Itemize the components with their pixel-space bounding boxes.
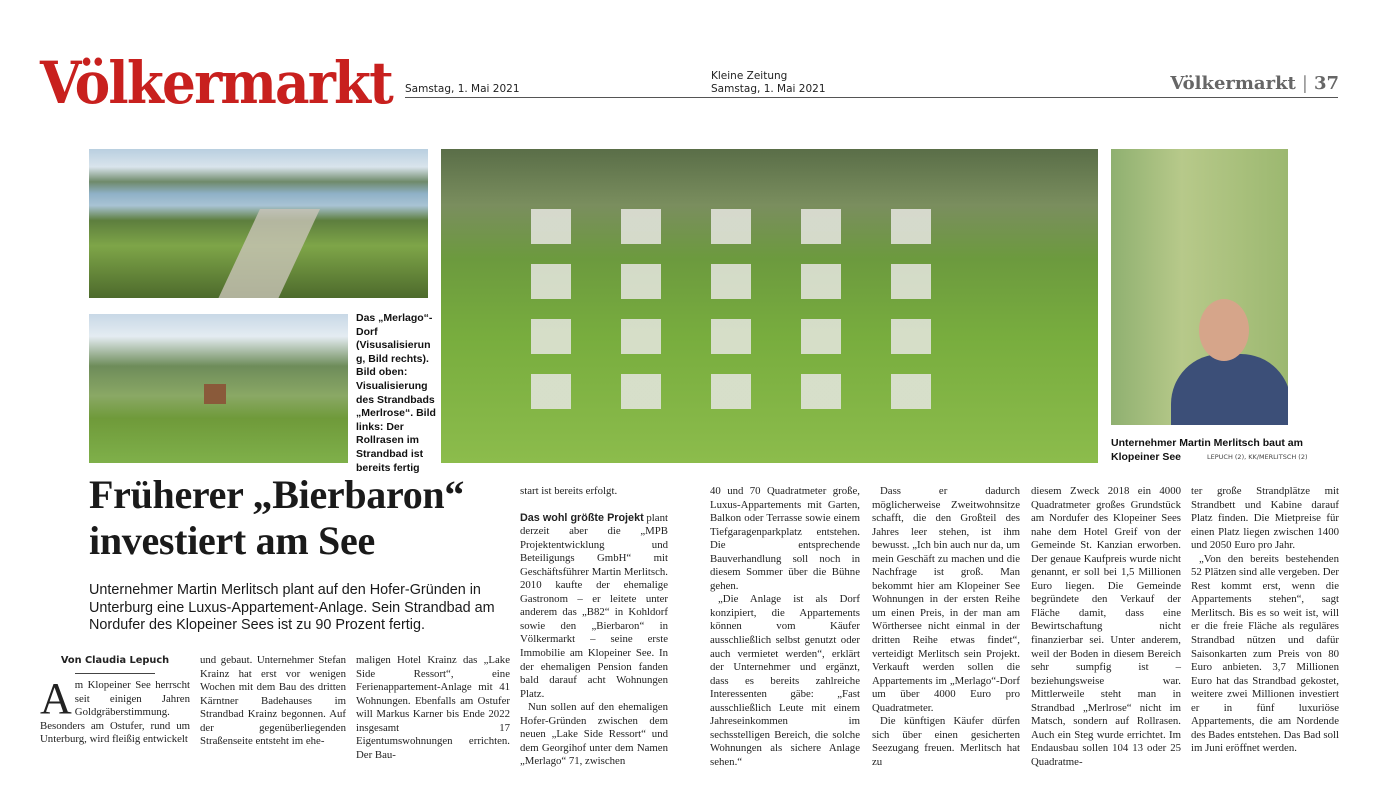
masthead: Völkermarkt — [40, 49, 392, 117]
photo-caption-right: Unternehmer Martin Merlitsch baut am Klopeiner See — [1111, 437, 1303, 463]
separator: | — [1301, 73, 1308, 94]
byline-rule — [75, 673, 155, 674]
column-3 — [356, 654, 510, 762]
column-text: Nun sollen auf den ehemaligen Hofer-Gründen zwischen dem neuen „Lake Side Ressort“ und dem Georgihof unter dem Namen „Merlago“ 71, zwischen — [520, 701, 668, 768]
column-text: 40 und 70 Quadratmeter große, Luxus-Appartements mit Garten, Balkon oder Terrasse sowie einem Tiefgaragenparkplatz entstehen. Die entsprechende Bauverhandlung soll noch in diesem Sommer über die Bühne gehen. — [710, 485, 860, 592]
column-text: „Von den bereits bestehenden 52 Plätzen sind alle vergeben. Der Rest kommt erst, wenn die Appartements stehen“, sagt Merlitsch. Bis es so weit ist, will er die freie Fläche als reguläres Strandbad nützen und dafür Saisonkarten zum Preis von 80 Euro anbieten. 3,7 Millionen Euro hat das Strandbad gekostet, weitere zwei Millionen investiert er in fünf luxuriöse Appartements, die am Nordende des Bades entstehen. Das Bad soll im Juni eröffnet werden. — [1191, 552, 1339, 755]
section-name: Völkermarkt — [1170, 73, 1296, 94]
header-rule — [405, 97, 1338, 98]
column-text: „Die Anlage ist als Dorf konzipiert, die Appartements können vom Käufer ausschließlich selbst genutzt oder auch vermietet werden“, erklärt der Unternehmer und ergänzt, dass es bereits zahlreiche Interessenten gäbe: „Fast ausschließlich Leute mit einem Jahreseinkommen im sechsstelligen Bereich, die solche Wohnungen als sichere Anlage sehen.“ — [710, 593, 860, 768]
column-2 — [200, 654, 346, 749]
subheading: Das wohl größte Projekt — [520, 511, 644, 524]
column-text: Die künftigen Käufer dürfen sich über einen gesicherten Seezugang freuen. Merlitsch hat zu — [872, 715, 1020, 768]
column-1 — [40, 674, 190, 747]
paper-date: Samstag, 1. Mai 2021 — [711, 83, 826, 95]
column-5 — [710, 485, 860, 769]
column-4 — [520, 485, 668, 769]
column-text: m Klopeiner See herrscht seit einigen Jahren Goldgräberstimmung. Besonders am Ostufer, rund um Unterburg, wird fleißig entwickelt — [40, 679, 190, 746]
lead-paragraph: Unternehmer Martin Merlitsch plant auf den Hofer-Gründen in Unterburg eine Luxus-Appartement-Anlage. Sein Strandbad am Nordufer des Klopeiner Sees ist zu 90 Prozent fertig. — [89, 582, 495, 633]
headline: Früherer „Bierbaron“ investiert am See — [89, 472, 465, 563]
photo-merlago-village — [441, 149, 1098, 463]
column-text: Dass er dadurch möglicherweise Zweitwohnsitze schafft, die den Großteil des Jahres leer stehen, ist ihm bewusst. „Ich bin auch nur da, um mein Geschäft zu machen und die Nachfrage ist groß. Man bekommt hier am Klopeiner See Wohnungen in der ersten Reihe um einen Preis, in der man am Wörthersee nicht einmal in der dritten Reihe etwas findet“, verteidigt Merlitsch sein Projekt. Verkauft werden sollen die Appartements im „Merlago“-Dorf um über 4000 Euro pro Quadratmeter. — [872, 485, 1020, 714]
column-8 — [1191, 485, 1339, 756]
photo-rollrasen — [89, 314, 348, 463]
column-text — [520, 512, 668, 702]
page-number: 37 — [1313, 73, 1339, 94]
column-text: und gebaut. Unternehmer Stefan Krainz hat erst vor wenigen Wochen mit dem Bau des dritten Kärntner Badehauses im Strandbad Krainz begonnen. Auf der gegenüberliegenden Straßenseite entsteht im ehe- — [200, 654, 346, 748]
header-date: Samstag, 1. Mai 2021 — [405, 83, 520, 95]
text: plant derzeit aber die „MPB Projektentwicklung und Beteiligungs GmbH“ mit Geschäftsführer Martin Merlitsch. 2010 kaufte der ehemalige Gastronom – er leitete unter anderem das „B82“ in Kohldorf sowie den „Bierbaron“ in Völkermarkt – seine erste Immobilie am Klopeiner See. In der ehemaligen Pension fanden bald darauf acht Wohnungen Platz. — [520, 511, 668, 700]
byline: Von Claudia Lepuch — [60, 655, 170, 666]
photo-strandbad-visualisation — [89, 149, 428, 298]
photo-caption-left: Das „Merlago“-Dorf (Visusalisierung, Bild rechts). Bild oben: Visualisierung des Strandbads „Merlrose“. Bild links: Der Rollrasen im Strandbad ist bereits fertig — [356, 312, 436, 474]
column-text: start ist bereits erfolgt. — [520, 485, 618, 497]
column-7 — [1031, 485, 1181, 769]
column-text: ter große Strandplätze mit Strandbett und Kabine darauf Platz finden. Die Mietpreise für einen Platz liegen zwischen 1400 und 2050 Euro pro Jahr. — [1191, 485, 1339, 552]
photo-credit: LEPUCH (2), KK/MERLITSCH (2) — [1207, 453, 1308, 461]
drop-cap: A — [40, 674, 72, 723]
paper-name: Kleine Zeitung — [711, 70, 788, 82]
column-6 — [872, 485, 1020, 769]
column-text: diesem Zweck 2018 ein 4000 Quadratmeter großes Grundstück am Nordufer des Klopeiner Sees nahe dem Hotel Greif von der Gemeinde St. Kanzian erworben. Der genaue Kaufpreis wurde nicht genannt, er soll bei 1,5 Millionen Euro liegen. Die Gemeinde begründete den Verkauf der Fläche damit, dass eine Bewirtschaftung nicht finanzierbar sei. Unter anderem, weil der Boden in diesem Bereich sehr sumpfig ist – beziehungsweise war. Mittlerweile steht man in Strandbad „Merlrose“ nicht im Matsch, sondern auf Rollrasen. Auch ein Steg wurde errichtet. Im Endausbau sollen 104 13 oder 25 Quadratme- — [1031, 485, 1181, 768]
photo-martin-merlitsch — [1111, 149, 1288, 425]
column-text: maligen Hotel Krainz das „Lake Side Ressort“, eine Ferienappartement-Anlage mit 41 Wohnungen. Ebenfalls am Ostufer will Markus Karner bis Ende 2022 insgesamt 17 Eigentumswohnungen errichten. Der Bau- — [356, 654, 510, 761]
section-label — [1170, 73, 1339, 94]
